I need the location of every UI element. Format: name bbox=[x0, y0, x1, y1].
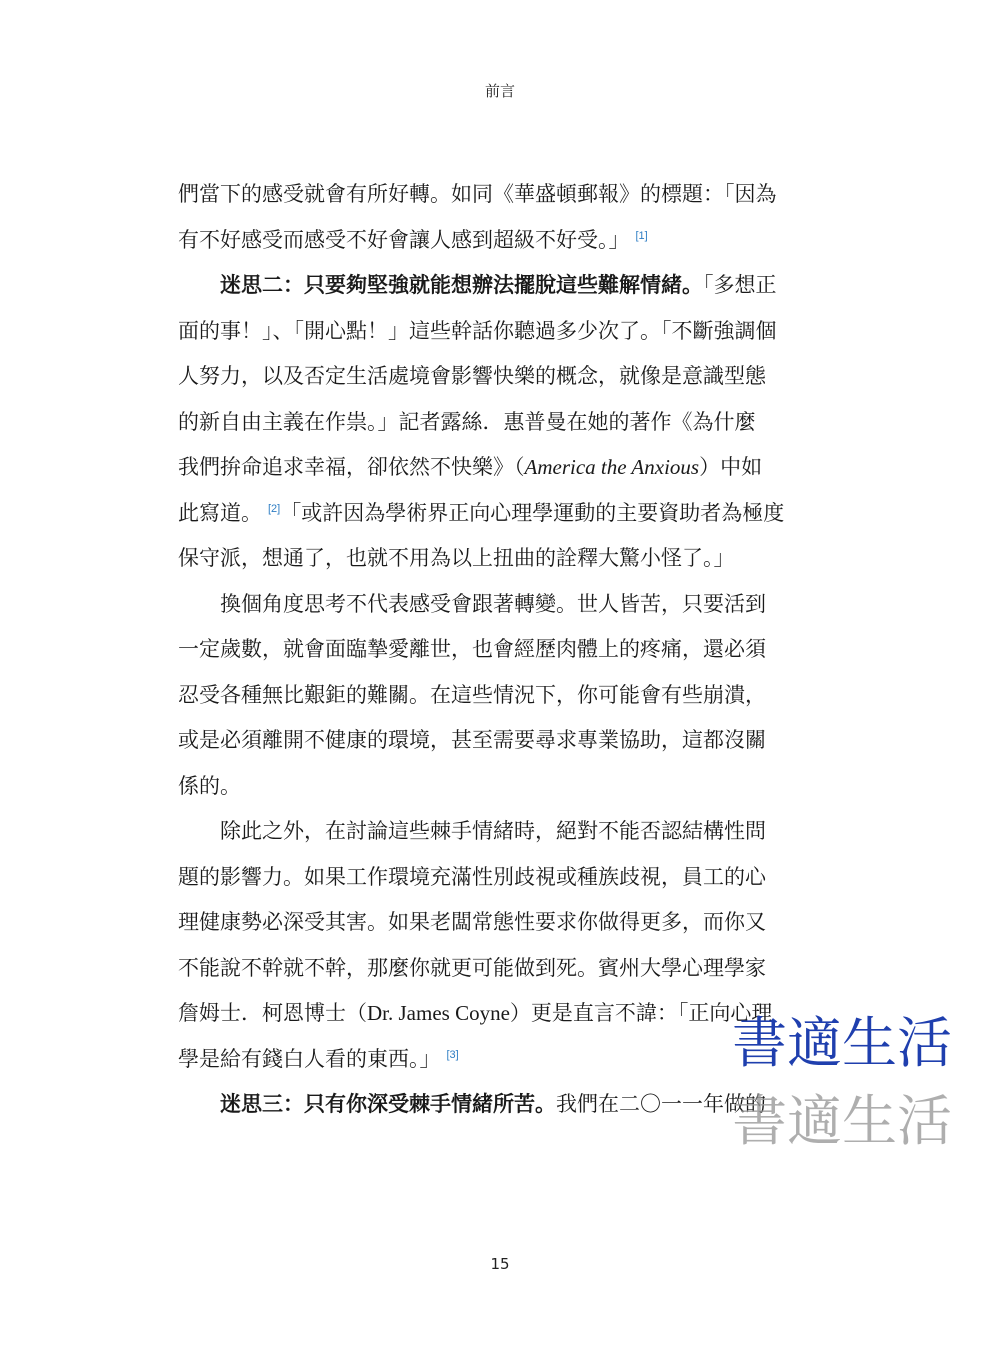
running-head: 前言 bbox=[484, 82, 515, 100]
myth-heading-3: 迷思三：只有你深受棘手情緒所苦。 bbox=[220, 1092, 556, 1116]
english-book-title: America the Anxious bbox=[524, 455, 700, 479]
myth-heading-2: 迷思二：只要夠堅強就能想辦法擺脫這些難解情緒。 bbox=[220, 273, 703, 297]
text-line: 「或許因為學術界正向心理學運動的主要資助者為極度 bbox=[280, 500, 785, 525]
text-line: ）中如 bbox=[699, 455, 763, 479]
footnote-ref-3[interactable]: [3] bbox=[446, 1048, 459, 1061]
text-line: 一定歲數，就會面臨摯愛離世，也會經歷肉體上的疼痛，還必須 bbox=[178, 637, 766, 661]
footnote-ref-1[interactable]: [1] bbox=[635, 229, 648, 242]
text-line: 除此之外，在討論這些棘手情緒時，絕對不能否認結構性問 bbox=[220, 819, 766, 843]
watermark-gray: 書適生活 bbox=[732, 1089, 953, 1153]
paragraph-3 bbox=[178, 582, 868, 810]
text-line: 換個角度思考不代表感受會跟著轉變。世人皆苦，只要活到 bbox=[220, 591, 766, 616]
text-line: 詹姆士．柯恩博士（ bbox=[178, 1001, 367, 1025]
english-name: Dr. James Coyne bbox=[367, 1001, 510, 1025]
text-line: 係的。 bbox=[178, 773, 241, 798]
text-line: 或是必須離開不健康的環境，甚至需要尋求專業協助，這都沒關 bbox=[178, 728, 766, 752]
text-line: 人努力，以及否定生活處境會影響快樂的概念，就像是意識型態 bbox=[178, 364, 766, 388]
text-line: 理健康勢必深受其害。如果老闆常態性要求你做得更多，而你又 bbox=[178, 910, 766, 934]
paragraph-2 bbox=[178, 263, 868, 582]
text-line: 「多想正 bbox=[703, 273, 777, 297]
text-line: 此寫道。 bbox=[178, 500, 262, 525]
text-line: 保守派，想通了，也就不用為以上扭曲的詮釋大驚小怪了。」 bbox=[178, 546, 735, 570]
body-text bbox=[178, 172, 868, 1128]
watermark-blue: 書適生活 bbox=[732, 1011, 953, 1075]
text-line: 面的事！」、「開心點！」這些幹話你聽過多少次了。「不斷強調個 bbox=[178, 318, 777, 343]
text-line: 的新自由主義在作祟。」記者露絲．惠普曼在她的著作《為什麼 bbox=[178, 409, 756, 434]
text-line: 們當下的感受就會有所好轉。如同《華盛頓郵報》的標題：「因為 bbox=[178, 182, 777, 206]
text-line: 學是給有錢白人看的東西。」 bbox=[178, 1046, 441, 1071]
text-line: 我們拚命追求幸福，卻依然不快樂》（ bbox=[178, 455, 525, 479]
text-line: 我們在二〇一一年做的 bbox=[556, 1092, 766, 1116]
text-line: 有不好感受而感受不好會讓人感到超級不好受。」 bbox=[178, 227, 630, 252]
footnote-ref-2[interactable]: [2] bbox=[268, 502, 281, 515]
text-line: 忍受各種無比艱鉅的難關。在這些情況下，你可能會有些崩潰， bbox=[178, 682, 766, 707]
paragraph-1 bbox=[178, 172, 868, 263]
text-line: ）更是直言不諱：「正向心理 bbox=[509, 1001, 773, 1025]
page-number: 15 bbox=[490, 1255, 510, 1273]
text-line: 不能說不幹就不幹，那麼你就更可能做到死。賓州大學心理學家 bbox=[178, 955, 766, 980]
text-line: 題的影響力。如果工作環境充滿性別歧視或種族歧視，員工的心 bbox=[178, 864, 766, 889]
